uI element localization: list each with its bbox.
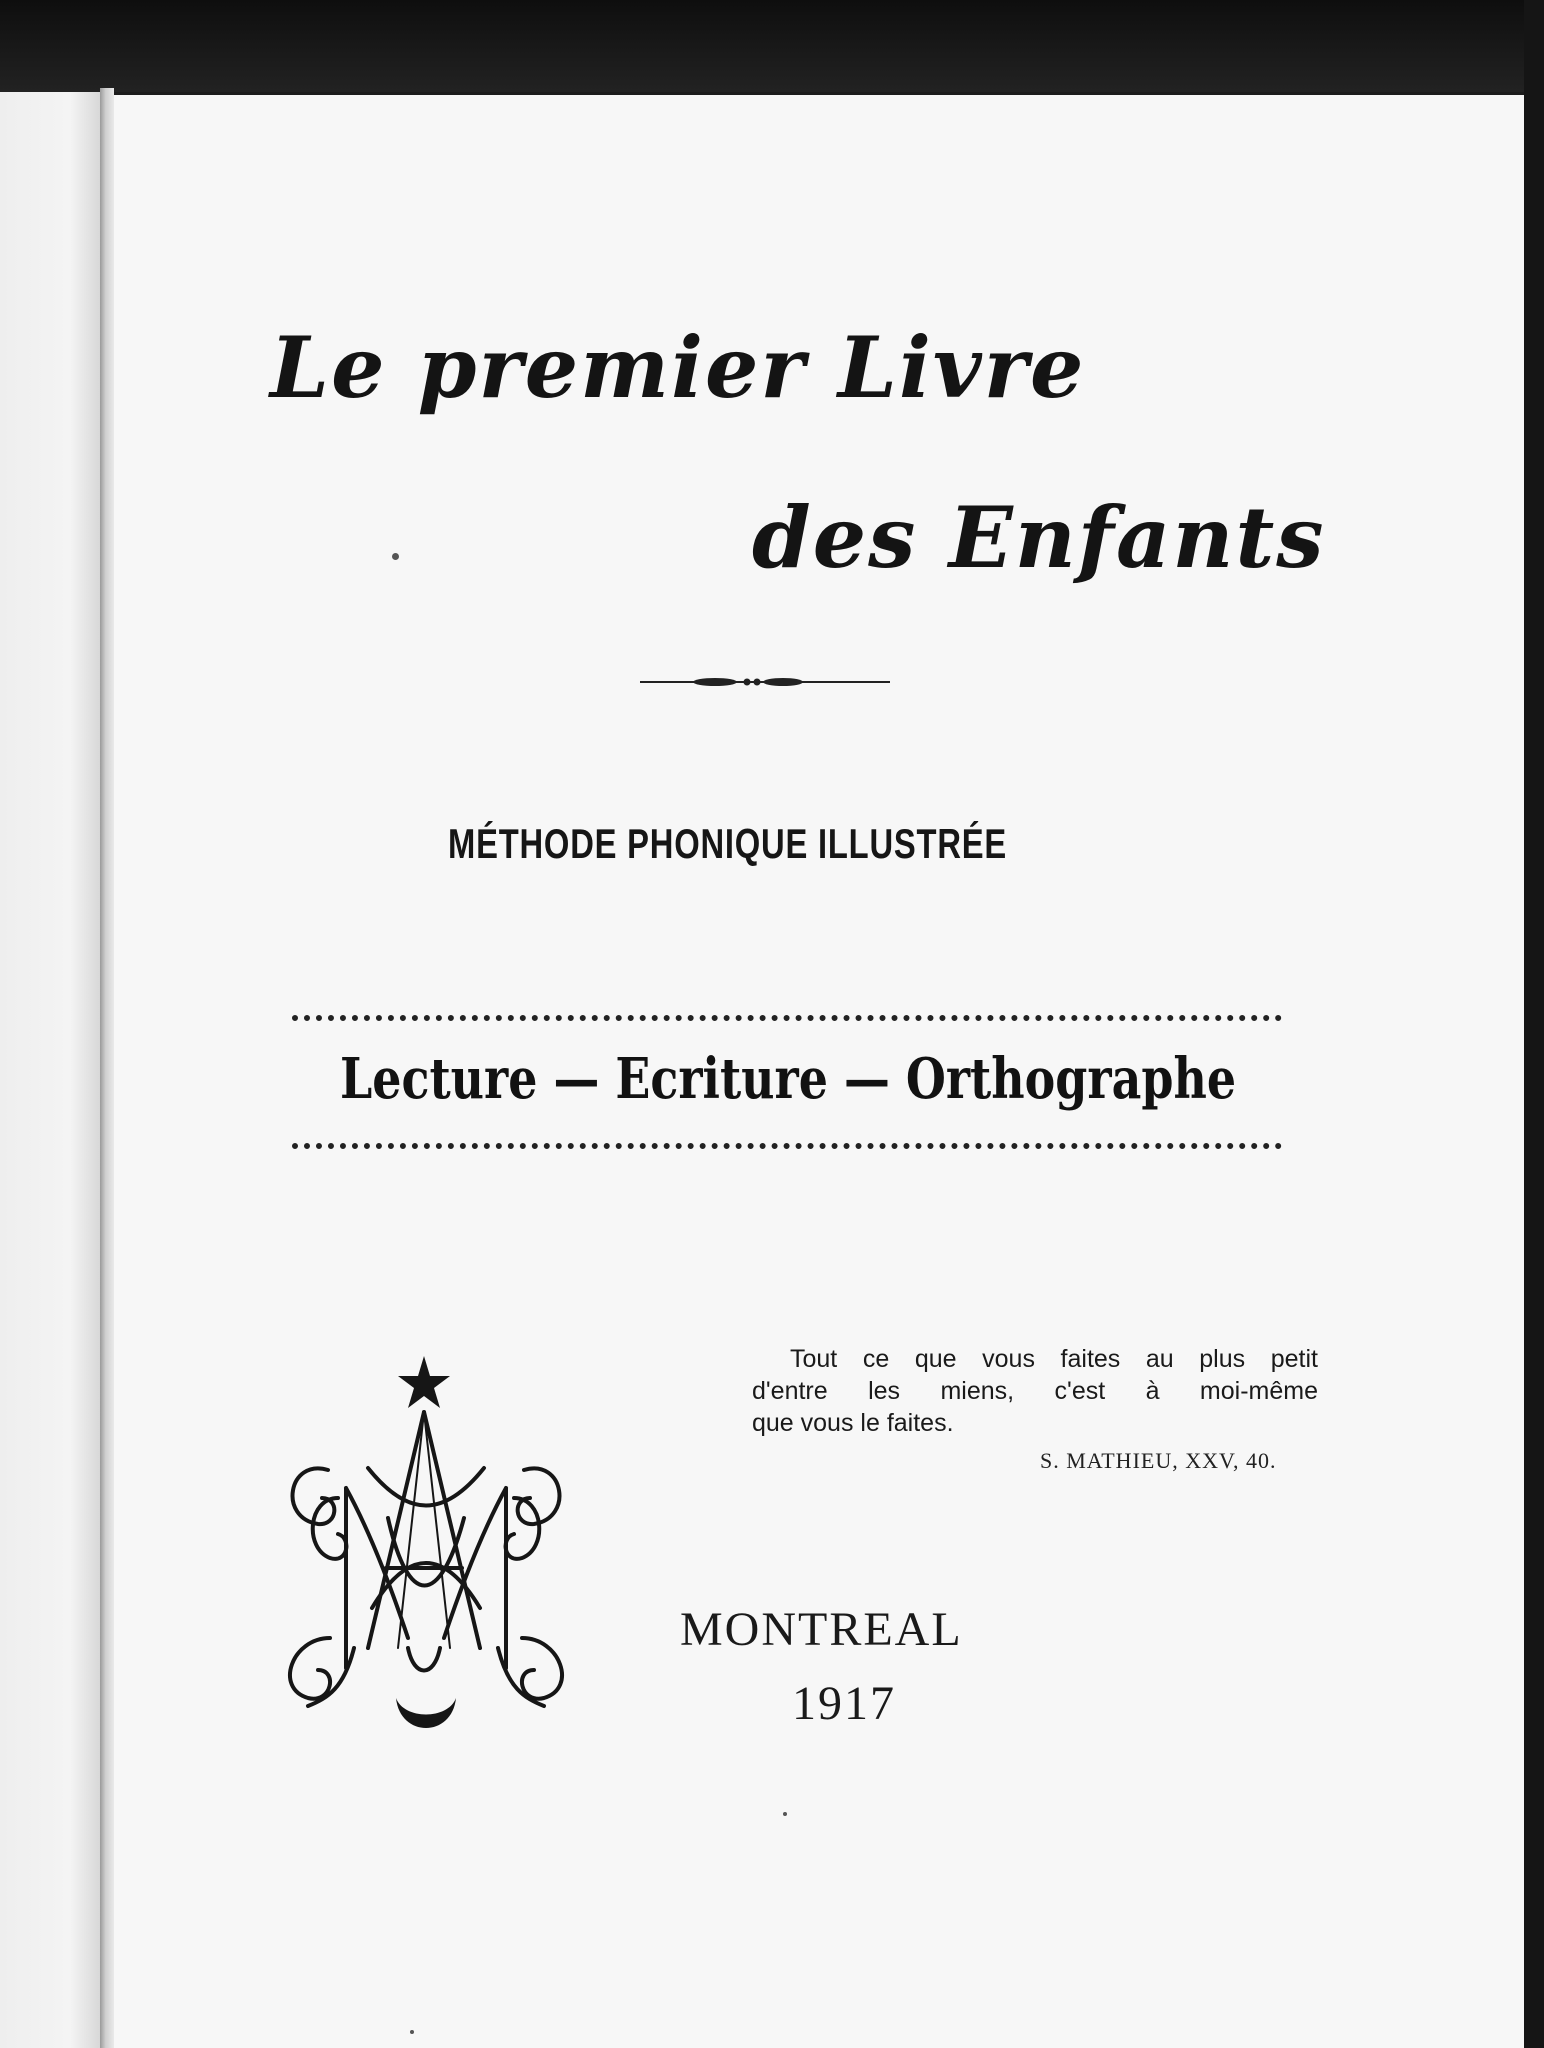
imprint-year: 1917: [792, 1677, 896, 1730]
scanner-right-edge: [1524, 0, 1544, 2048]
page-gutter: [100, 88, 114, 2048]
book-title-line-1: Le premier Livre: [270, 318, 1086, 417]
dust-speck: [410, 2030, 414, 2034]
dotted-rule-bottom: [292, 1143, 1282, 1149]
dust-speck: [392, 553, 399, 560]
epigraph-citation: S. MATHIEU, XXV, 40.: [1040, 1448, 1277, 1473]
subtitle: MÉTHODE PHONIQUE ILLUSTRÉE: [448, 820, 1008, 867]
scanner-top-edge: [0, 0, 1544, 92]
epigraph: [752, 1343, 1318, 1439]
epigraph-line: Tout ce que vous faites au plus petit: [790, 1345, 1318, 1373]
book-title-line-2: des Enfants: [752, 488, 1326, 587]
subjects-line: Lecture — Ecriture — Orthographe: [340, 1046, 1237, 1112]
epigraph-line: d'entre les miens, c'est à moi-même: [752, 1377, 1318, 1405]
facing-page-edge: [0, 92, 100, 2048]
epigraph-line: que vous le faites.: [752, 1409, 954, 1437]
dotted-rule-top: [292, 1015, 1282, 1021]
dust-speck: [783, 1812, 787, 1816]
ornamental-rule-icon: [640, 670, 890, 694]
monogram-icon: [268, 1348, 586, 1740]
imprint-city: MONTREAL: [680, 1603, 963, 1656]
